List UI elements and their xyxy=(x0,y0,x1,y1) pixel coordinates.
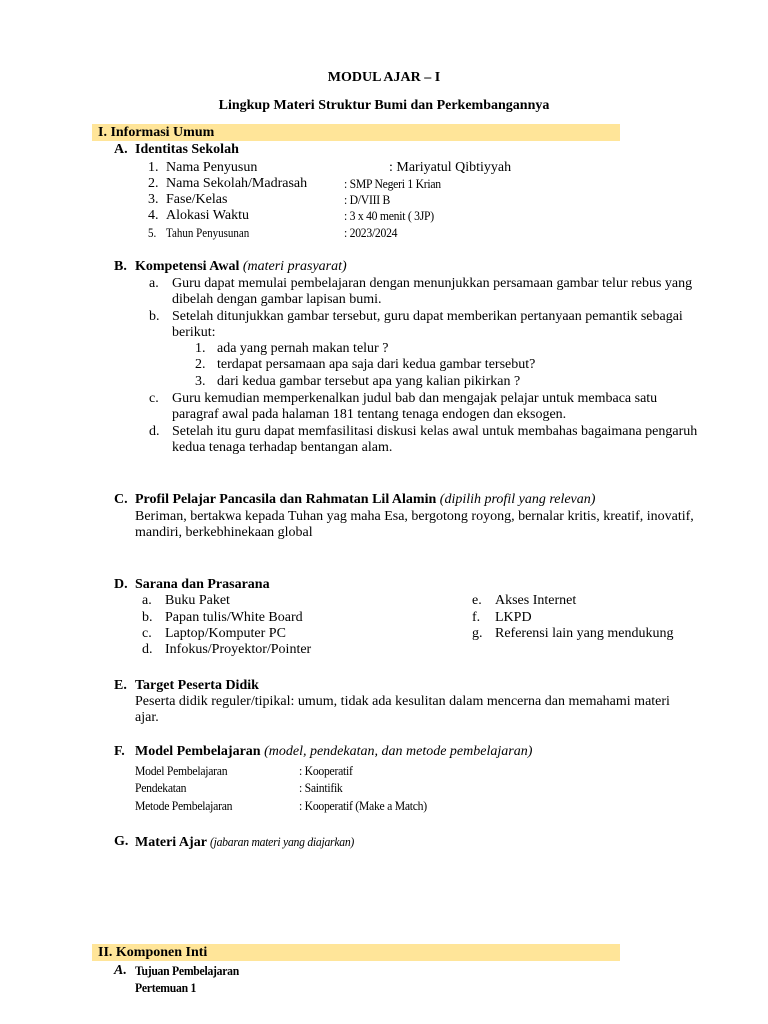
paragraph-line: Beriman, bertakwa kepada Tuhan yag maha Esa, bergotong royong, bernalar kritis, kreatif, inovatif, xyxy=(135,509,694,524)
list-item-text: Akses Internet xyxy=(495,593,577,608)
row-label: Nama Penyusun xyxy=(166,160,258,175)
list-item-text: Buku Paket xyxy=(165,593,230,608)
row-value: : D/VIII B xyxy=(344,192,391,207)
section-heading: II. Komponen Inti xyxy=(98,945,208,960)
subsection-heading: Target Peserta Didik xyxy=(135,678,259,693)
list-marker: b. xyxy=(142,610,153,625)
subsection-letter: A. xyxy=(114,142,128,157)
subsection-heading: Sarana dan Prasarana xyxy=(135,577,270,592)
subsection-letter: G. xyxy=(114,834,129,849)
row-label: Model Pembelajaran xyxy=(135,763,228,778)
row-value: : Saintifik xyxy=(299,780,343,795)
subsection-heading: Materi Ajar xyxy=(135,835,207,850)
list-item-text: Referensi lain yang mendukung xyxy=(495,626,674,641)
list-item-text: Setelah ditunjukkan gambar tersebut, guru dapat memberikan pertanyaan pemantik sebagai xyxy=(172,309,683,324)
subsection-note: (model, pendekatan, dan metode pembelajaran) xyxy=(264,744,533,759)
subsection-letter: D. xyxy=(114,577,128,592)
question-number: 3. xyxy=(195,374,206,389)
subsection-heading: Identitas Sekolah xyxy=(135,142,239,157)
document-subtitle: Lingkup Materi Struktur Bumi dan Perkembangannya xyxy=(218,98,550,113)
list-marker: a. xyxy=(142,593,152,608)
meeting-label: Pertemuan 1 xyxy=(135,980,197,995)
subsection-heading: Model Pembelajaran xyxy=(135,744,261,759)
subsection-letter: F. xyxy=(114,744,125,759)
list-marker: f. xyxy=(472,610,481,625)
document-title: MODUL AJAR – I xyxy=(327,70,441,85)
row-value: : 3 x 40 menit ( 3JP) xyxy=(344,208,434,223)
list-item-text: Infokus/Proyektor/Pointer xyxy=(165,642,312,657)
list-item-text: dibelah dengan gambar lapisan bumi. xyxy=(172,292,382,307)
list-item-text: Guru kemudian memperkenalkan judul bab dan mengajak pelajar untuk membaca satu xyxy=(172,391,658,406)
list-item-text: Papan tulis/White Board xyxy=(165,610,303,625)
subsection-note: (jabaran materi yang diajarkan) xyxy=(210,834,355,849)
question-text: terdapat persamaan apa saja dari kedua gambar tersebut? xyxy=(217,357,536,372)
question-text: ada yang pernah makan telur ? xyxy=(217,341,389,356)
subsection-heading: Profil Pelajar Pancasila dan Rahmatan Lil Alamin xyxy=(135,492,437,507)
subsection-heading-line xyxy=(135,744,532,760)
list-marker: g. xyxy=(472,626,483,641)
row-label: Nama Sekolah/Madrasah xyxy=(166,176,308,191)
subsection-letter: E. xyxy=(114,678,127,693)
paragraph-line: ajar. xyxy=(135,710,159,725)
paragraph-line: Peserta didik reguler/tipikal: umum, tidak ada kesulitan dalam mencerna dan memahami materi xyxy=(135,694,670,709)
row-number: 2. xyxy=(148,176,159,191)
row-value: : Kooperatif (Make a Match) xyxy=(299,798,427,813)
row-label: Metode Pembelajaran xyxy=(135,798,233,813)
list-marker: a. xyxy=(149,276,159,291)
subsection-note: (dipilih profil yang relevan) xyxy=(439,492,596,507)
question-text: dari kedua gambar tersebut apa yang kalian pikirkan ? xyxy=(217,374,521,389)
subsection-letter: B. xyxy=(114,259,127,274)
row-value: : Kooperatif xyxy=(299,763,353,778)
row-number: 4. xyxy=(148,208,159,223)
list-item-text: Laptop/Komputer PC xyxy=(165,626,286,641)
section-band-komponen-inti xyxy=(92,944,620,961)
list-marker: d. xyxy=(149,424,160,439)
row-label: Tahun Penyusunan xyxy=(166,226,250,240)
subsection-heading: Kompetensi Awal xyxy=(135,259,240,274)
row-value: : SMP Negeri 1 Krian xyxy=(344,176,441,191)
list-item-text: LKPD xyxy=(495,610,532,625)
question-number: 1. xyxy=(195,341,206,356)
subsection-heading-line xyxy=(135,834,370,851)
row-number: 3. xyxy=(148,192,159,207)
paragraph-line: mandiri, berkebhinekaan global xyxy=(135,525,313,540)
row-label: Alokasi Waktu xyxy=(166,208,249,223)
list-marker: e. xyxy=(472,593,482,608)
subsection-letter: C. xyxy=(114,492,128,507)
row-value: : Mariyatul Qibtiyyah xyxy=(389,160,512,175)
list-item-text: Setelah itu guru dapat memfasilitasi diskusi kelas awal untuk membahas bagaimana pengaruh xyxy=(172,424,698,439)
list-marker: d. xyxy=(142,642,153,657)
section-band-informasi-umum xyxy=(92,124,620,141)
subsection-heading-line xyxy=(135,492,595,508)
list-item-text: kedua tenaga terhadap bentangan alam. xyxy=(172,440,393,455)
row-value: : 2023/2024 xyxy=(344,225,398,240)
list-item-text: paragraf awal pada halaman 181 tentang tenaga endogen dan eksogen. xyxy=(172,407,567,422)
subsection-heading-line xyxy=(135,259,347,275)
row-label: Pendekatan xyxy=(135,780,187,795)
list-marker: c. xyxy=(149,391,159,406)
subsection-letter: A. xyxy=(114,963,127,978)
list-item-text: Guru dapat memulai pembelajaran dengan menunjukkan persamaan gambar telur rebus yang xyxy=(172,276,693,291)
row-label: Fase/Kelas xyxy=(166,192,228,207)
row-number: 1. xyxy=(148,160,159,175)
list-item-text: berikut: xyxy=(172,325,216,340)
row-number: 5. xyxy=(148,226,157,240)
question-number: 2. xyxy=(195,357,206,372)
section-heading: I. Informasi Umum xyxy=(98,125,215,140)
list-marker: c. xyxy=(142,626,152,641)
subsection-heading: Tujuan Pembelajaran xyxy=(135,963,239,978)
list-marker: b. xyxy=(149,309,160,324)
subsection-note: (materi prasyarat) xyxy=(242,259,347,274)
